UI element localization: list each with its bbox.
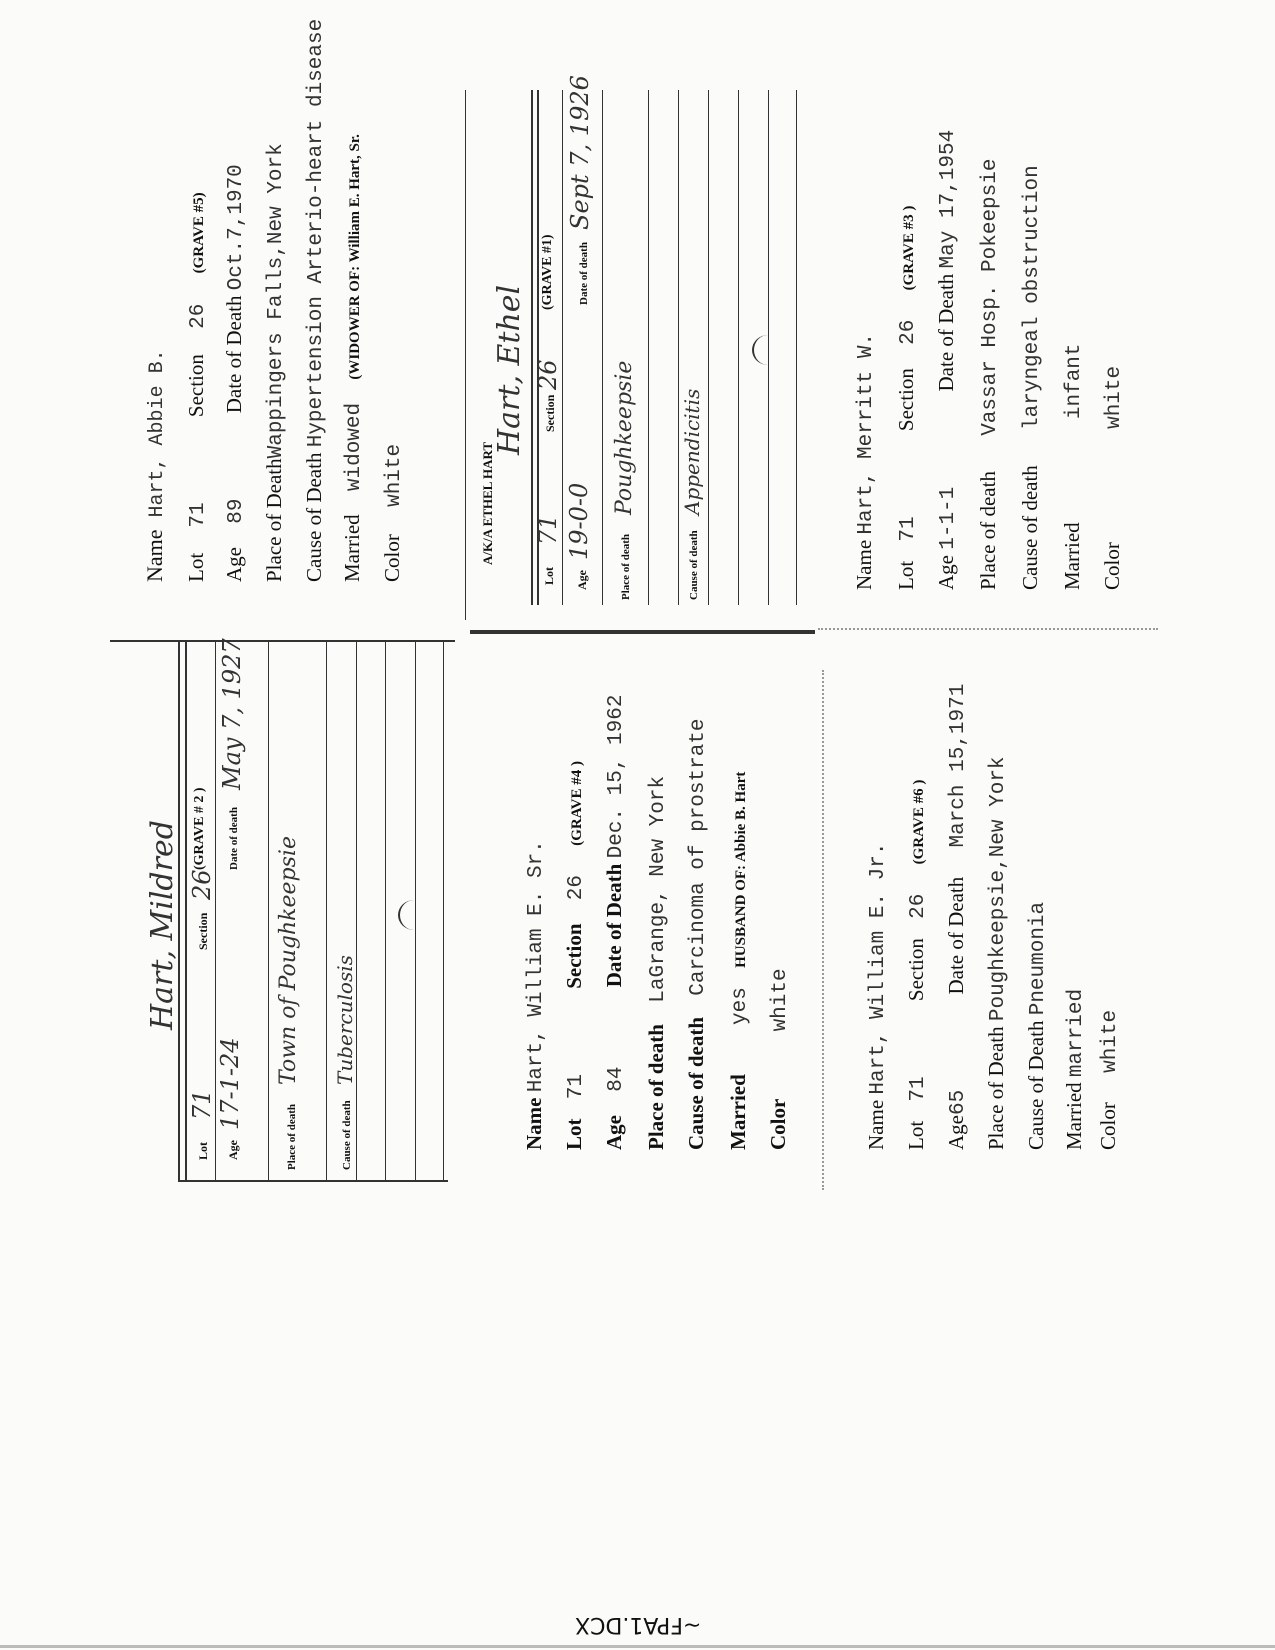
william-jr-cause: Pneumonia: [1027, 901, 1050, 1016]
merritt-lot: 71: [897, 516, 920, 542]
merritt-cause: laryngeal obstruction: [1021, 165, 1044, 430]
william-jr-date: March 15,1971: [947, 683, 970, 848]
ethel-lot: 71: [534, 514, 562, 545]
mildred-name: Hart, Mildred: [145, 820, 180, 1030]
william-jr-married: married: [1065, 988, 1088, 1078]
abbie-date: Oct.7,1970: [225, 164, 248, 291]
mildred-date: May 7, 1927: [218, 638, 246, 790]
william-sr-section: 26: [565, 874, 588, 901]
merritt-grave: (GRAVE #3 ): [901, 205, 917, 291]
punch-hole-icon: [752, 335, 784, 365]
william-sr-date: Dec. 15, 1962: [605, 694, 628, 859]
mildred-grave: (GRAVE # 2 ): [192, 787, 207, 870]
mildred-age: 17-1-24: [216, 1037, 244, 1130]
divider: [470, 632, 815, 634]
merritt-date: May 17,1954: [937, 129, 960, 269]
william-sr-age: 84: [605, 1066, 628, 1092]
william-sr-place: LaGrange, New York: [647, 775, 670, 1003]
abbie-married: widowed: [343, 402, 366, 492]
card-top-rule: [110, 640, 455, 642]
william-sr-grave: (GRAVE #4 ): [569, 761, 585, 846]
ethel-date: Sept 7, 1926: [566, 75, 594, 230]
abbie-age: 89: [225, 498, 248, 524]
william-sr-color: white: [769, 968, 792, 1032]
ethel-name: Hart, Ethel: [492, 284, 527, 455]
william-jr-age: 65: [947, 1089, 970, 1115]
mildred-cause: Tuberculosis: [333, 955, 357, 1085]
abbie-cause: Hypertension Arterio-heart disease: [305, 18, 328, 448]
scanned-page: Hart, Mildred Lot 71 Section 26 (GRAVE # 2 ) Age 17-1-24 Date of death May 7, 1927 Place of death Town of Poughkeepsie Cause of death Tuberculosis Name Hart, Abbie B. Lot 71 Section 26 (GRAVE #5) Age 89 Date of Death Oct.7,1970 Place of DeathWappingers Falls,New York Cause of Death Hypertension Arterio-heart disease Married widowed (WIDOWER OF: William E. Hart, Sr. Color white A/K/A ETHEL HART Hart, Ethel Lot 71 Section 26 (GRAVE #1) Age 19-0-0 Date of death Sept 7, 1926 Place of death Poughkeepsie Cause of death Appendicitis Name Hart, William E. Sr. Lot 71 Section 26 (GRAVE #4 ) Age 84 Date of Death Dec. 15, 1962 Place of death LaGrange, New York Cause of death Carcinoma of prostrate Married yes HUSBAND OF: Abbie B. Hart Color white Name Hart, Merritt W. Lot 71 Section 26 (GRAVE #3 ) Age 1-1-1 Date of Death May 17,1954 Place of death Vassar Hosp. Pokeepsie Cause of death laryngeal obstruction Married infant Color white Name Hart, William E. Jr. Lot 71 Section 26 (GRAVE #6 ) Age65 Date of Death March 15,1971 Place of Death Poughkeepsie,New York Cause of Death Pneumonia Married married Color white ~FPA1.DCX: [0, 0, 1275, 1650]
mildred-lot: 71: [188, 1089, 216, 1120]
merritt-color: white: [1103, 365, 1126, 429]
ethel-section: 26: [534, 359, 562, 390]
william-jr-place: Poughkeepsie,New York: [987, 756, 1010, 1022]
william-jr-lot: 71: [907, 1076, 930, 1102]
william-jr-color: white: [1099, 1009, 1122, 1073]
abbie-grave: (GRAVE #5): [191, 192, 207, 274]
footer-filename: ~FPA1.DCX: [575, 1612, 702, 1637]
abbie-widower: (WIDOWER OF: William E. Hart, Sr.: [347, 134, 363, 380]
merritt-section: 26: [897, 319, 920, 345]
merritt-age: 1-1-1: [937, 486, 960, 550]
ethel-grave: (GRAVE #1): [540, 234, 555, 310]
ethel-place: Poughkeepsie: [612, 360, 637, 515]
abbie-name: Hart, Abbie B.: [146, 349, 169, 518]
mildred-section: 26: [188, 869, 216, 900]
william-sr-married: yes: [729, 987, 752, 1025]
punch-hole-icon: [398, 900, 430, 930]
william-sr-lot: 71: [565, 1074, 588, 1100]
ethel-age: 19-0-0: [565, 482, 593, 560]
abbie-lot: 71: [187, 502, 210, 528]
bottom-edge: [0, 1645, 1275, 1648]
william-jr-grave: (GRAVE #6 ): [911, 779, 927, 865]
abbie-place: Wappingers Falls,New York: [265, 143, 288, 459]
ethel-aka: A/K/A ETHEL HART: [480, 441, 495, 565]
william-sr-cause: Carcinoma of prostrate: [687, 718, 710, 996]
abbie-section: 26: [187, 303, 210, 329]
merritt-name: Hart, Merritt W.: [855, 332, 878, 535]
merritt-place: Vassar Hosp. Pokeepsie: [979, 158, 1002, 436]
abbie-color: white: [383, 443, 406, 507]
william-jr-section: 26: [907, 893, 930, 919]
william-sr-name: Hart, William E. Sr.: [525, 840, 548, 1093]
merritt-married: infant: [1063, 343, 1086, 420]
william-jr-name: Hart, William E. Jr.: [867, 842, 890, 1095]
william-sr-husband: HUSBAND OF: Abbie B. Hart: [733, 771, 749, 968]
mildred-place: Town of Poughkeepsie: [276, 836, 301, 1085]
ethel-cause: Appendicitis: [680, 388, 704, 515]
